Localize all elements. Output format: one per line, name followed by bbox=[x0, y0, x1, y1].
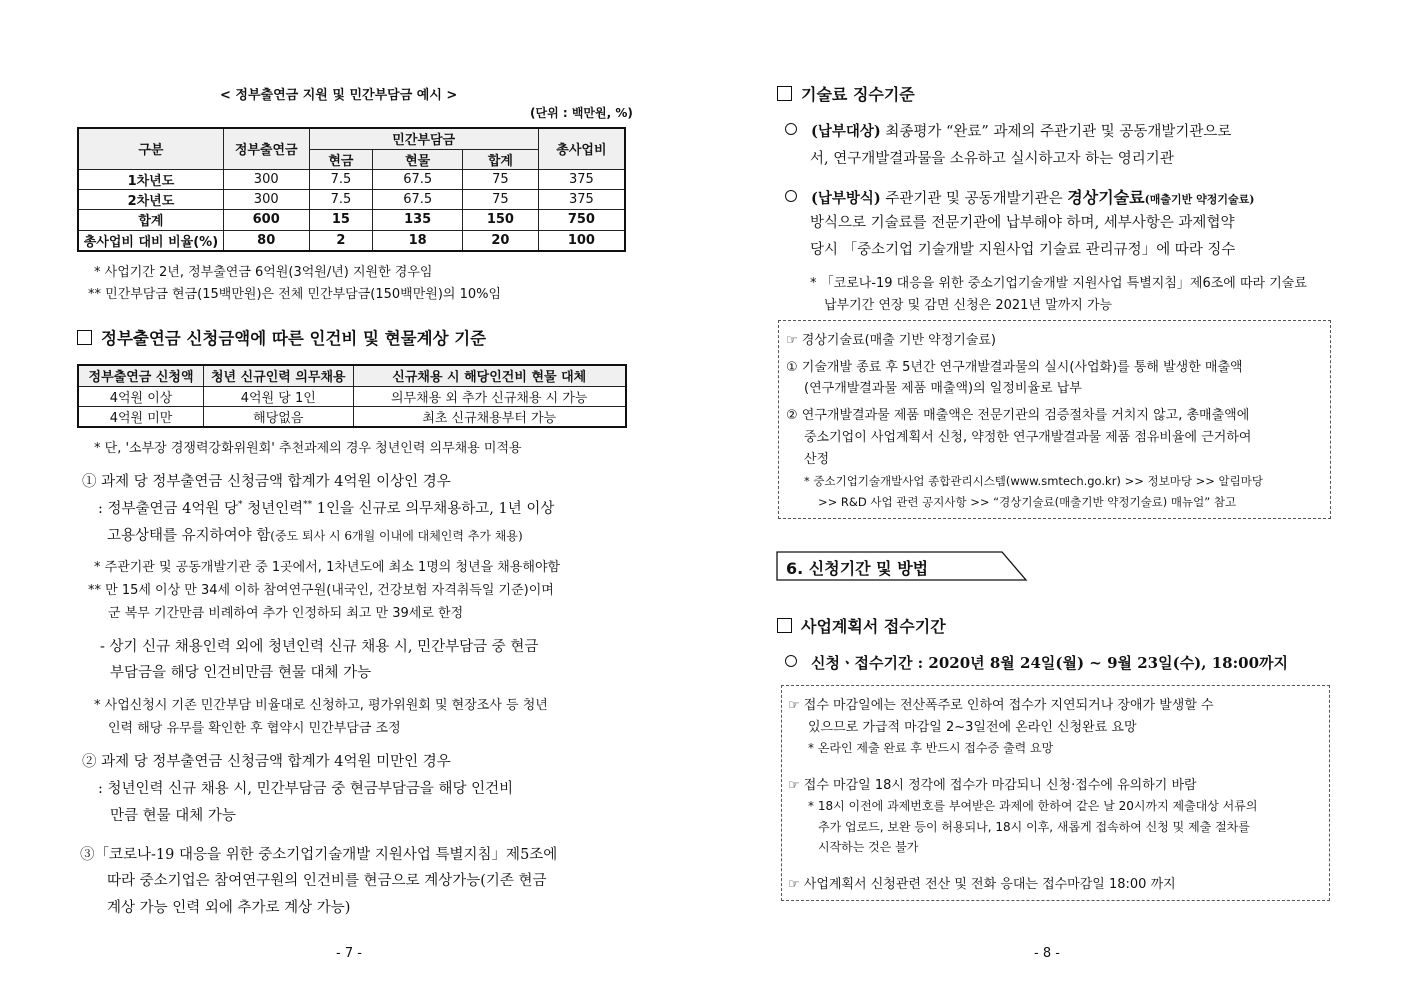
label: (납부방식) bbox=[811, 190, 881, 207]
royalty-note-1: * 「코로나-19 대응을 위한 중소기업기술개발 지원사업 특별지침」제6조에 따라 기술료 bbox=[810, 276, 1307, 291]
submission-period bbox=[785, 652, 1288, 673]
th-cash: 현금 bbox=[309, 149, 373, 169]
cell: 375 bbox=[538, 189, 625, 209]
box1-item1-b: (연구개발결과물 제품 매출액)의 일정비율로 납부 bbox=[804, 381, 1082, 396]
royalty-target-line2: 서, 연구개발결과물을 소유하고 실시하고자 하는 영리기관 bbox=[810, 151, 1174, 167]
th-category: 구분 bbox=[78, 128, 223, 169]
cell: 4억원 이상 bbox=[78, 386, 204, 406]
item1-note-2: ** 만 15세 이상 만 34세 이하 참여연구원(내국인, 건강보험 자격취득일 기준)이며 bbox=[88, 583, 554, 598]
sup: ** bbox=[303, 500, 313, 511]
box1-note-1: * 중소기업기술개발사업 종합관리시스템(www.smtech.go.kr) >> 정보마당 >> 알림마당 bbox=[804, 474, 1263, 488]
cell: 67.5 bbox=[373, 169, 463, 189]
cell: 100 bbox=[538, 230, 625, 251]
item2-line1: : 청년인력 신규 채용 시, 민간부담금 중 현금부담금을 해당 인건비 bbox=[98, 781, 514, 797]
item3-line1: ③「코로나-19 대응을 위한 중소기업기술개발 지원사업 특별지침」제5조에 bbox=[80, 847, 558, 863]
cell: 67.5 bbox=[373, 189, 463, 209]
royalty-target-line1 bbox=[785, 120, 1231, 141]
th-total: 총사업비 bbox=[538, 128, 625, 169]
heading-text: 기술료 징수기준 bbox=[801, 85, 915, 104]
royalty-method-line2: 방식으로 기술료를 전문기관에 납부해야 하며, 세부사항은 과제협약 bbox=[810, 215, 1235, 231]
text: 최종평가 “완료” 과제의 주관기관 및 공동개발기관으로 bbox=[880, 124, 1232, 140]
labor-table-note: * 단, '소부장 경쟁력강화위원회' 추천과제의 경우 청년인력 의무채용 미적용 bbox=[94, 441, 522, 456]
item3-line2: 따라 중소기업은 참여연구원의 인건비를 현금으로 계상가능(기존 현금 bbox=[107, 873, 547, 889]
box1-item1-a: ① 기술개발 종료 후 5년간 연구개발결과물의 실시(사업화)를 통해 발생한 매출액 bbox=[786, 360, 1243, 375]
sup: * bbox=[238, 500, 243, 511]
item1-line1 bbox=[98, 497, 554, 518]
box1-title: ☞ 경상기술료(매출 기반 약정기술료) bbox=[786, 333, 997, 348]
cell: 750 bbox=[538, 209, 625, 230]
box2-b1: ☞ 접수 마감일 18시 정각에 접수가 마감되니 신청·접수에 유의하기 바람 bbox=[788, 778, 1197, 793]
cell: 600 bbox=[223, 209, 309, 230]
th-inkind-replace: 신규채용 시 해당인건비 현물 대체 bbox=[353, 365, 626, 386]
cell: 2차년도 bbox=[78, 189, 223, 209]
item1-title: ① 과제 당 정부출연금 신청금액 합계가 4억원 이상인 경우 bbox=[82, 474, 451, 490]
section-heading-royalty bbox=[777, 82, 915, 105]
item1-note2-b: 인력 해당 유무를 확인한 후 협약시 민간부담금 조정 bbox=[108, 721, 401, 736]
cell: 해당없음 bbox=[204, 406, 353, 427]
page-number-right: - 8 - bbox=[1034, 946, 1060, 961]
text: 1인을 신규로 의무채용하고, 1년 이상 bbox=[312, 501, 555, 517]
box1-note-2: >> R&D 사업 관련 공지사항 >> “경상기술료(매출기반 약정기술료) 매뉴얼” 참고 bbox=[818, 495, 1237, 509]
table-row bbox=[78, 386, 626, 406]
text: 고용상태를 유지하여야 함 bbox=[107, 528, 271, 544]
text: 경상기술료 bbox=[1067, 188, 1145, 207]
cell: 7.5 bbox=[309, 189, 373, 209]
table-row bbox=[78, 189, 625, 209]
cell: 75 bbox=[463, 189, 539, 209]
heading-text: 사업계획서 접수기간 bbox=[801, 617, 946, 636]
table-row bbox=[78, 209, 625, 230]
cell: 150 bbox=[463, 209, 539, 230]
text: 신청ㆍ접수기간 : 2020년 8월 24일(월) ~ 9월 23일(수), 18:00까지 bbox=[811, 654, 1288, 672]
box2-a1: ☞ 접수 마감일에는 전산폭주로 인하여 접수가 지연되거나 장애가 발생할 수 bbox=[788, 698, 1214, 713]
royalty-method-line1 bbox=[785, 185, 1254, 208]
box2-b4: 시작하는 것은 불가 bbox=[818, 840, 919, 854]
page-number-left: - 7 - bbox=[336, 946, 362, 961]
box2-b2: * 18시 이전에 과제번호를 부여받은 과제에 한하여 같은 날 20시까지 제출대상 서류의 bbox=[808, 799, 1258, 813]
labor-cost-table bbox=[77, 364, 627, 428]
cell: 최초 신규채용부터 가능 bbox=[353, 406, 626, 427]
table-row bbox=[78, 230, 625, 251]
section-heading-submission bbox=[777, 614, 946, 637]
box1-item2-a: ② 연구개발결과물 제품 매출액은 전문기관의 검증절차를 거치지 않고, 총매출액에 bbox=[786, 408, 1250, 423]
cell: 15 bbox=[309, 209, 373, 230]
cell: 합계 bbox=[78, 209, 223, 230]
cell: 20 bbox=[463, 230, 539, 251]
item2-title: ② 과제 당 정부출연금 신청금액 합계가 4억원 미만인 경우 bbox=[82, 754, 451, 770]
item1-dash-1: - 상기 신규 채용인력 외에 청년인력 신규 채용 시, 민간부담금 중 현금 bbox=[100, 639, 539, 655]
cell: 75 bbox=[463, 169, 539, 189]
royalty-method-line3: 당시 「중소기업 기술개발 지원사업 기술료 관리규정」에 따라 징수 bbox=[810, 242, 1236, 258]
cell: 4억원 미만 bbox=[78, 406, 204, 427]
cell: 375 bbox=[538, 169, 625, 189]
th-mandatory-hire: 청년 신규인력 의무채용 bbox=[204, 365, 353, 386]
item1-note2-a: * 사업신청시 기존 민간부담 비율대로 신청하고, 평가위원회 및 현장조사 등 청년 bbox=[94, 698, 548, 713]
section-heading-labor-cost bbox=[77, 325, 486, 349]
text: (중도 퇴사 시 6개월 이내에 대체인력 추가 채용) bbox=[270, 529, 523, 543]
th-gov-fund: 정부출연금 bbox=[223, 128, 309, 169]
checkbox-square-icon bbox=[77, 330, 92, 345]
cell: 300 bbox=[223, 169, 309, 189]
box2-b3: 추가 업로드, 보완 등이 허용되나, 18시 이후, 새롭게 접속하여 신청 및 제출 절차를 bbox=[818, 820, 1250, 834]
checkbox-square-icon bbox=[777, 618, 792, 633]
box2-c1: ☞ 사업계획서 신청관련 전산 및 전화 응대는 접수마감일 18:00 까지 bbox=[788, 877, 1176, 892]
cell: 의무채용 외 추가 신규채용 시 가능 bbox=[353, 386, 626, 406]
support-example-table bbox=[77, 127, 626, 252]
item3-line3: 계상 가능 인력 외에 추가로 계상 가능) bbox=[107, 900, 351, 916]
cell: 1차년도 bbox=[78, 169, 223, 189]
th-sum: 합계 bbox=[463, 149, 539, 169]
text: : 정부출연금 4억원 당 bbox=[98, 501, 238, 517]
text: 주관기관 및 공동개발기관은 bbox=[880, 191, 1068, 207]
table1-unit: (단위 : 백만원, %) bbox=[530, 106, 633, 120]
item1-note-3: 군 복무 기간만큼 비례하여 추가 인정하되 최고 만 39세로 한정 bbox=[108, 606, 464, 621]
th-private: 민간부담금 bbox=[309, 128, 538, 149]
item1-dash-2: 부담금을 해당 인건비만큼 현물 대체 가능 bbox=[110, 665, 372, 681]
item2-line2: 만큼 현물 대체 가능 bbox=[110, 808, 236, 824]
th-inkind: 현물 bbox=[373, 149, 463, 169]
text: (매출기반 약정기술료) bbox=[1144, 193, 1255, 206]
royalty-note-2: 납부기간 연장 및 감면 신청은 2021년 말까지 가능 bbox=[824, 298, 1113, 313]
cell: 80 bbox=[223, 230, 309, 251]
label: (납부대상) bbox=[811, 123, 881, 140]
checkbox-square-icon bbox=[777, 86, 792, 101]
th-apply-amount: 정부출연금 신청액 bbox=[78, 365, 204, 386]
cell: 300 bbox=[223, 189, 309, 209]
cell: 18 bbox=[373, 230, 463, 251]
item1-line2 bbox=[107, 524, 523, 545]
text: 청년인력 bbox=[242, 501, 304, 517]
item1-note-1: * 주관기관 및 공동개발기관 중 1곳에서, 1차년도에 최소 1명의 청년을 채용해야함 bbox=[94, 560, 561, 575]
table-row bbox=[78, 406, 626, 427]
cell: 7.5 bbox=[309, 169, 373, 189]
table1-note-1: * 사업기간 2년, 정부출연금 6억원(3억원/년) 지원한 경우임 bbox=[94, 265, 433, 280]
table1-title: < 정부출연금 지원 및 민간부담금 예시 > bbox=[220, 88, 458, 103]
section-6-title: 6. 신청기간 및 방법 bbox=[786, 559, 929, 578]
cell: 4억원 당 1인 bbox=[204, 386, 353, 406]
box2-a3: * 온라인 제출 완료 후 반드시 접수증 출력 요망 bbox=[808, 741, 1054, 755]
box1-item2-b: 중소기업이 사업계획서 신청, 약정한 연구개발결과물 제품 점유비율에 근거하여 bbox=[804, 430, 1252, 445]
table1-note-2: ** 민간부담금 현금(15백만원)은 전체 민간부담금(150백만원)의 10%임 bbox=[88, 287, 502, 302]
cell: 총사업비 대비 비율(%) bbox=[78, 230, 223, 251]
cell: 135 bbox=[373, 209, 463, 230]
circle-bullet-icon bbox=[785, 655, 797, 667]
cell: 2 bbox=[309, 230, 373, 251]
table-row bbox=[78, 169, 625, 189]
box1-item2-c: 산정 bbox=[804, 452, 830, 467]
box2-a2: 있으므로 가급적 마감일 2~3일전에 온라인 신청완료 요망 bbox=[808, 720, 1137, 735]
heading-text: 정부출연금 신청금액에 따른 인건비 및 현물계상 기준 bbox=[101, 329, 487, 348]
circle-bullet-icon bbox=[785, 123, 797, 135]
circle-bullet-icon bbox=[785, 190, 797, 202]
